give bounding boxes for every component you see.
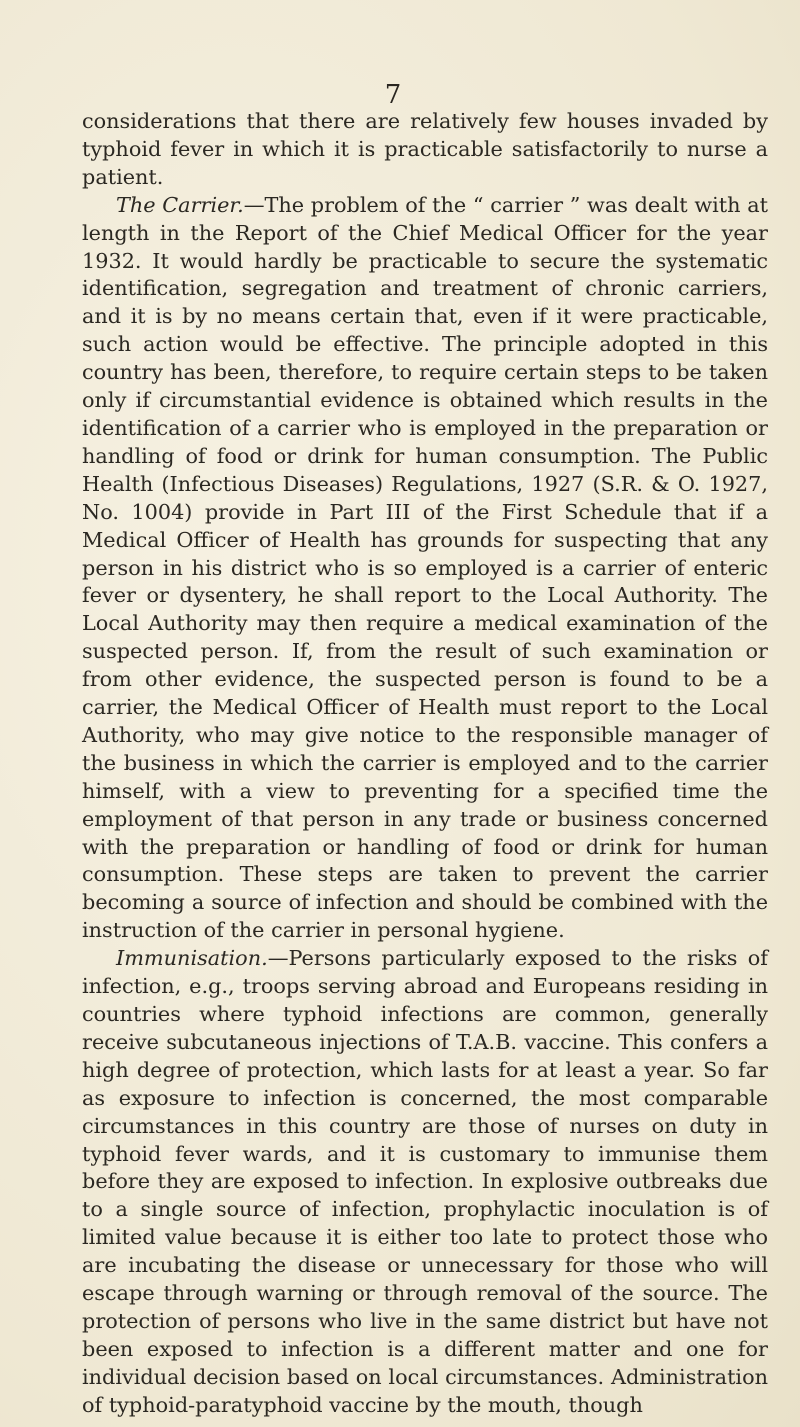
body-text	[82, 108, 768, 1420]
section-heading-carrier: The Carrier.	[116, 192, 244, 217]
paragraph-text: considerations that there are relatively few houses invaded by typhoid fever in which it is practicable satisfactorily to nurse a patient.	[82, 109, 768, 189]
paragraph-text: —Persons particularly exposed to the risks of infection, e.g., troops serving abroad and Europeans residing in countries where typhoid infections are common, generally receive subcutaneous injections of T.A.B. vaccine. This confers a high degree of protection, which lasts for at least a year. So far as exposure to infection is concerned, the most comparable circumstances in this country are those of nurses on duty in typhoid fever wards, and it is customary to immunise them before they are exposed to infection. In explosive outbreaks due to a single source of infection, prophylactic inoculation is of limited value because it is either too late to protect those who are incubating the disease or unnecessary for those who will escape through warning or through removal of the source. The protection of persons who live in the same district but have not been exposed to infection is a different matter and one for individual decision based on local circumstances. Administration of typhoid-paratyphoid vaccine by the mouth, though	[82, 946, 768, 1417]
paragraph-text: —The problem of the “ carrier ” was dealt with at length in the Report of the Chief Medical Officer for the year 1932. It would hardly be practicable to secure the systematic identification, segregation and treatment of chronic carriers, and it is by no means certain that, even if it were practicable, such action would be effective. The principle adopted in this country has been, therefore, to require certain steps to be taken only if circumstantial evidence is obtained which results in the identification of a carrier who is employed in the preparation or handling of food or drink for human consumption. The Public Health (Infectious Diseases) Regulations, 1927 (S.R. & O. 1927, No. 1004) provide in Part III of the First Schedule that if a Medical Officer of Health has grounds for suspecting that any person in his district who is so employed is a carrier of enteric fever or dysentery, he shall report to the Local Authority. The Local Authority may then require a medical examination of the suspected person. If, from the result of such examination or from other evidence, the suspected person is found to be a carrier, the Medical Officer of Health must report to the Local Authority, who may give notice to the responsible manager of the business in which the carrier is employed and to the carrier himself, with a view to preventing for a specified time the employment of that person in any trade or business concerned with the preparation or handling of food or drink for human consumption. These steps are taken to prevent the carrier becoming a source of infection and should be combined with the instruction of the carrier in personal hygiene.	[82, 192, 768, 943]
paragraph-immunisation	[82, 945, 768, 1419]
page-number: 7	[384, 80, 402, 110]
paragraph-continuation	[82, 108, 768, 192]
section-heading-immunisation: Immunisation.	[116, 946, 268, 971]
paragraph-carrier	[82, 192, 768, 945]
